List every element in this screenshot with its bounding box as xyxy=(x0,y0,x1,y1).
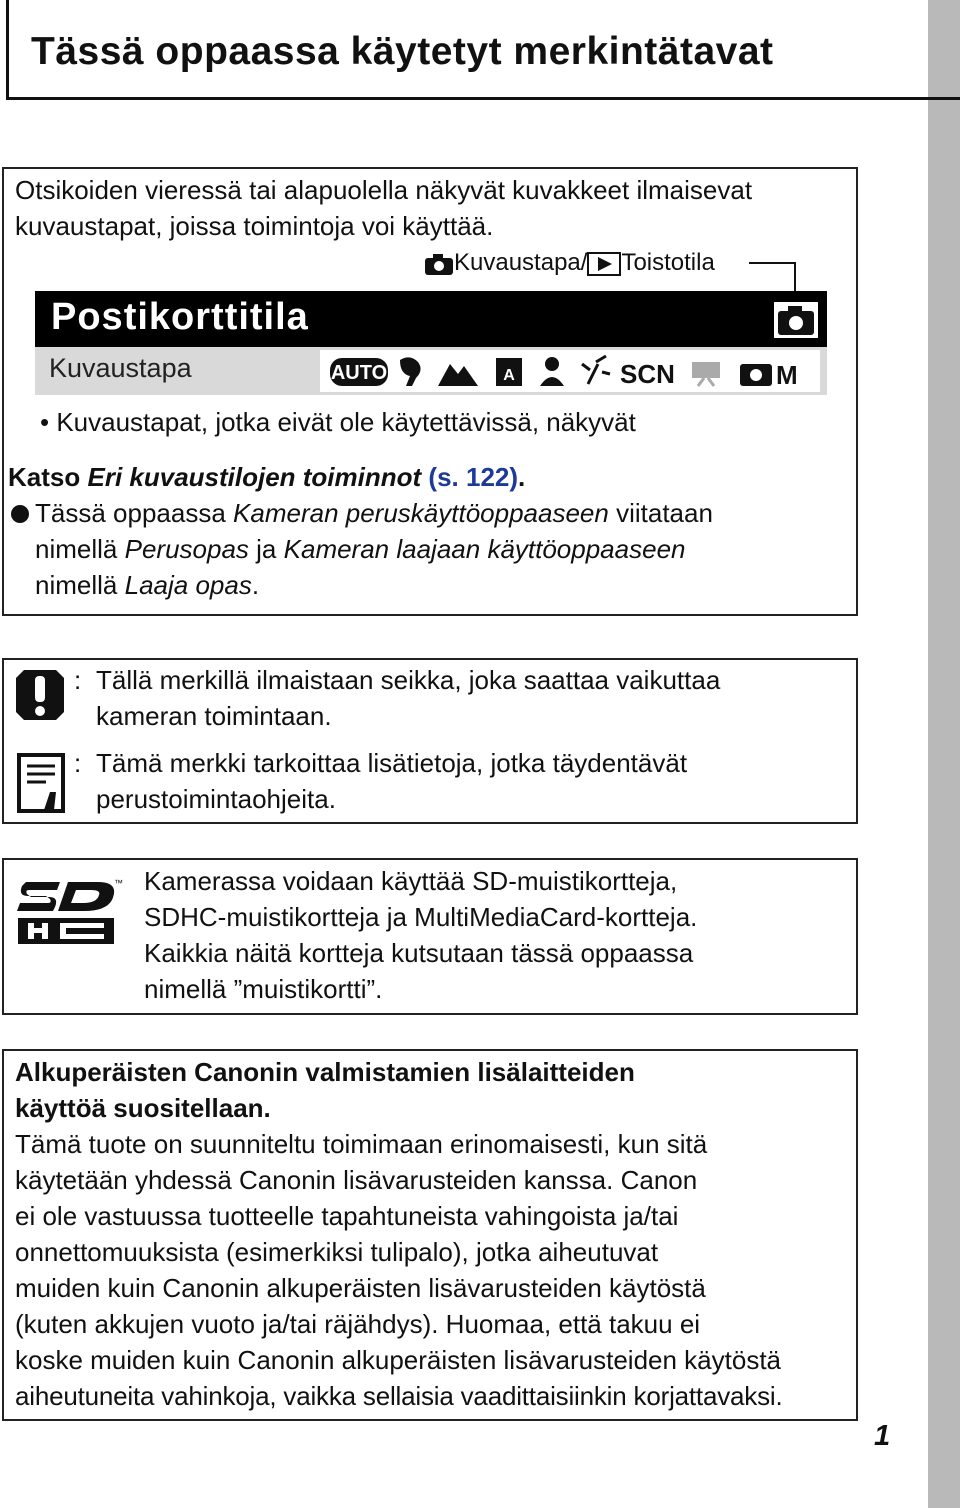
m-mode-label: M xyxy=(776,360,798,390)
sd-line-4: nimellä ”muistikortti”. xyxy=(144,974,383,1004)
sd-line-2: SDHC-muistikortteja ja MultiMediaCard-kortteja. xyxy=(144,902,698,932)
note-text-3: nimellä xyxy=(35,534,118,564)
mode-legend xyxy=(424,247,715,279)
notice-line-8: aiheutuneita vahinkoja, vaikka sellaisia vaadittaisiinkin korjattavaksi. xyxy=(15,1381,783,1411)
note-laaja-opas: Laaja opas xyxy=(124,570,252,600)
sdhc-logo xyxy=(16,876,128,946)
notice-heading-2: käyttöä suositellaan. xyxy=(15,1093,271,1123)
mode-icons xyxy=(320,350,820,392)
notice-heading-1: Alkuperäisten Canonin valmistamien lisälaitteiden xyxy=(15,1057,635,1087)
notice-line-2: käytetään yhdessä Canonin lisävarusteiden kanssa. Canon xyxy=(15,1165,698,1195)
shooting-mode-label: Kuvaustapa xyxy=(49,353,192,383)
memo-text-2: perustoimintaohjeita. xyxy=(96,784,336,814)
side-tab-bar xyxy=(928,0,960,1508)
notice-line-6: (kuten akkujen vuoto ja/tai räjähdys). Huomaa, että takuu ei xyxy=(15,1309,701,1339)
caution-text-1: Tällä merkillä ilmaistaan seikka, joka saattaa vaikuttaa xyxy=(96,665,721,695)
caution-icon xyxy=(14,668,66,722)
icon-legend-box xyxy=(2,658,858,824)
sd-line-1: Kamerassa voidaan käyttää SD-muistikortteja, xyxy=(144,866,678,896)
camera-icon-boxed xyxy=(773,301,819,339)
note-text-4: ja xyxy=(256,534,277,564)
note-advanced-guide-name: Kameran laajaan käyttöoppaaseen xyxy=(283,534,686,564)
banner-title: Postikorttitila xyxy=(51,296,309,338)
page-number: 1 xyxy=(874,1420,891,1452)
note-perusopas: Perusopas xyxy=(124,534,249,564)
shooting-mode-row xyxy=(35,347,827,395)
bullet-dot-icon xyxy=(10,504,30,524)
notice-line-5: muiden kuin Canonin alkuperäisten lisävarusteiden käytöstä xyxy=(15,1273,706,1303)
intro-box xyxy=(2,167,858,616)
manual-note-line-3 xyxy=(35,567,259,603)
scn-mode-label: SCN xyxy=(620,359,675,389)
see-dot: . xyxy=(518,462,526,492)
svg-text:A: A xyxy=(503,367,515,384)
notice-line-3: ei ole vastuussa tuotteelle tapahtuneista vahingoista ja/tai xyxy=(15,1201,679,1231)
notice-line-1: Tämä tuote on suunniteltu toimimaan erinomaisesti, kun sitä xyxy=(15,1129,708,1159)
memory-card-box xyxy=(2,858,858,1015)
note-text-1: Tässä oppaassa xyxy=(35,498,226,528)
banner-postcard-mode xyxy=(35,291,827,347)
note-basic-guide-name: Kameran peruskäyttöoppaaseen xyxy=(233,498,609,528)
trademark-mark: ™ xyxy=(114,878,123,888)
accessories-notice-box xyxy=(2,1049,858,1421)
notice-line-4: onnettomuuksista (esimerkiksi tulipalo), jotka aiheutuvat xyxy=(15,1237,659,1267)
svg-text:AUTO: AUTO xyxy=(330,362,388,384)
note-text-6: . xyxy=(251,570,260,600)
intro-line-2: kuvaustapat, joissa toimintoja voi käyttää. xyxy=(15,211,494,241)
page-link-122[interactable]: (s. 122) xyxy=(428,462,519,492)
mode-icon-strip xyxy=(320,350,820,392)
legend-shoot-label: Kuvaustapa/ xyxy=(454,249,588,276)
note-text-5: nimellä xyxy=(35,570,118,600)
legend-play-label: Toistotila xyxy=(621,249,715,276)
see-title: Eri kuvaustilojen toiminnot xyxy=(87,462,422,492)
memo-icon xyxy=(16,752,66,816)
caution-text-2: kameran toimintaan. xyxy=(96,701,332,731)
sd-line-3: Kaikkia näitä kortteja kutsutaan tässä oppaassa xyxy=(144,938,694,968)
notice-line-7: koske muiden kuin Canonin alkuperäisten lisävarusteiden käytöstä xyxy=(15,1345,781,1375)
page-title: Tässä oppaassa käytetyt merkintätavat xyxy=(31,30,774,73)
memo-text-1: Tämä merkki tarkoittaa lisätietoja, jotka täydentävät xyxy=(96,748,688,778)
memo-colon: : xyxy=(74,748,82,778)
camera-icon xyxy=(424,252,454,276)
see-reference xyxy=(8,459,525,495)
note-text-2: viitataan xyxy=(616,498,713,528)
unavailable-modes-note: • Kuvaustapat, jotka eivät ole käytettävissä, näkyvät xyxy=(40,407,636,437)
manual-note-line-1 xyxy=(35,495,713,531)
manual-note-line-2 xyxy=(35,531,686,567)
caution-colon: : xyxy=(74,665,82,695)
play-icon xyxy=(587,252,621,276)
see-prefix: Katso xyxy=(8,462,81,492)
intro-line-1: Otsikoiden vieressä tai alapuolella näkyvät kuvakkeet ilmaisevat xyxy=(15,175,753,205)
title-frame xyxy=(6,0,960,100)
